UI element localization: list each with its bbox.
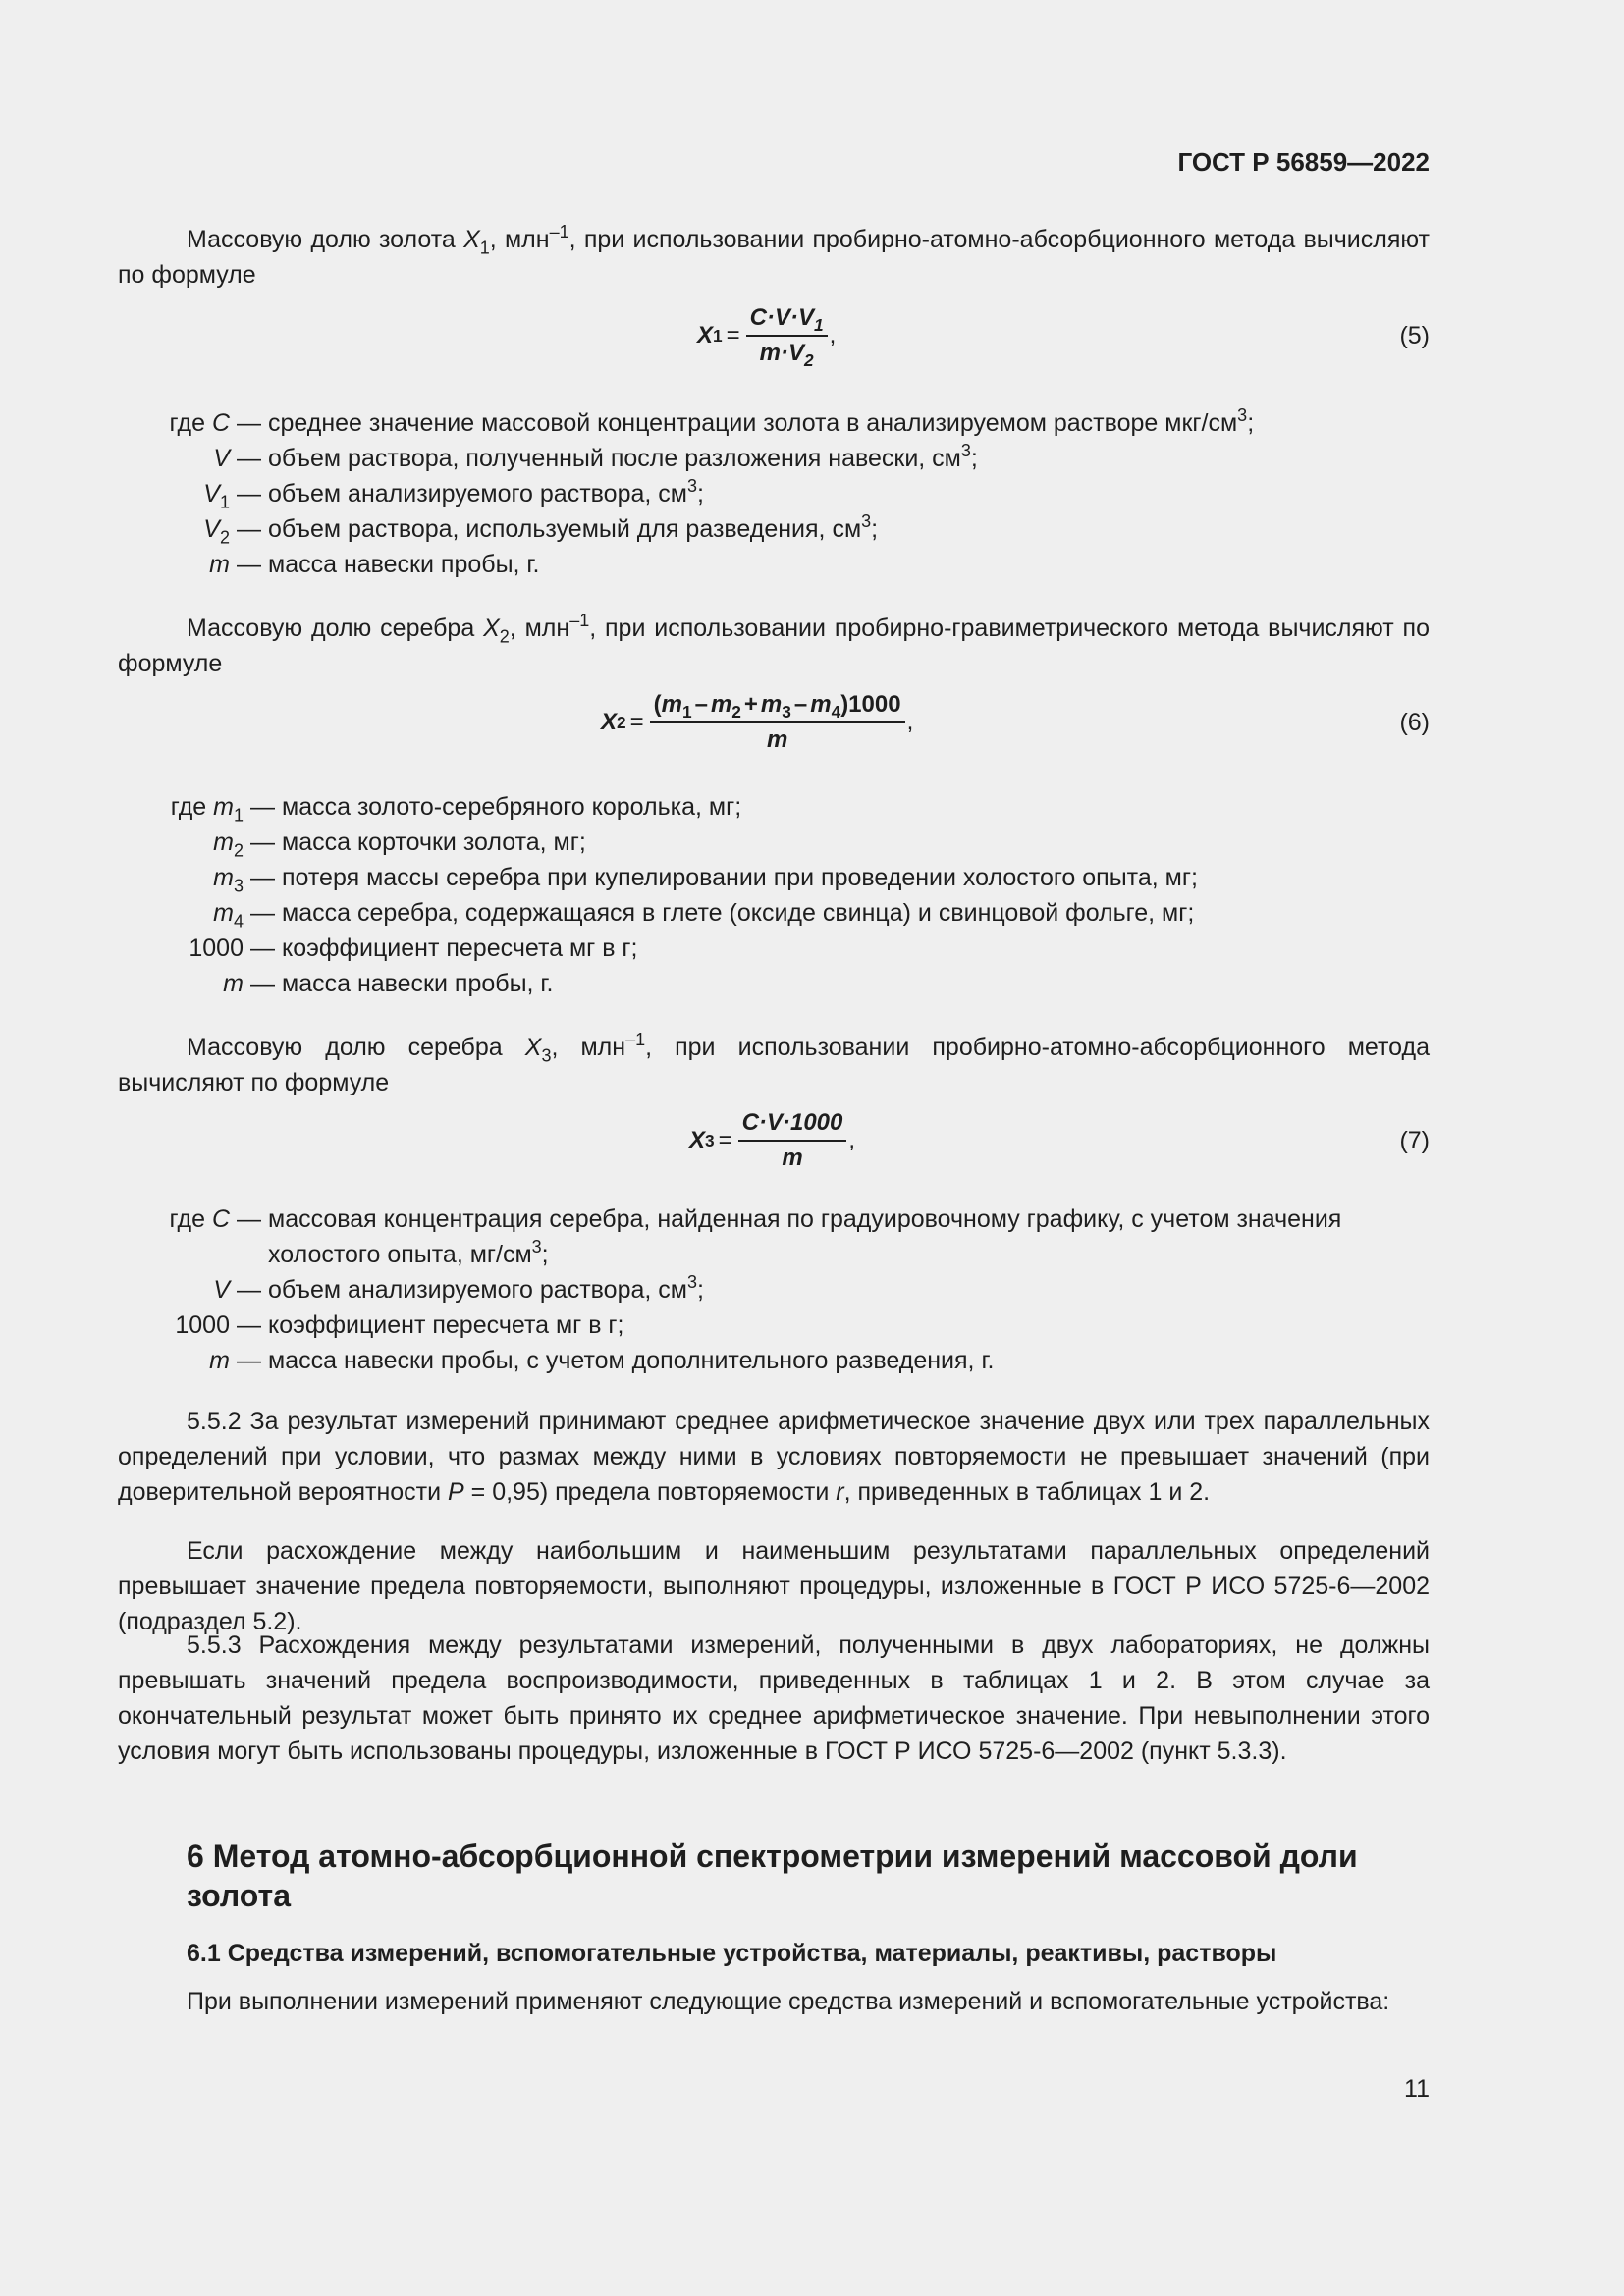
definition-item: где C — среднее значение массовой концентрации золота в анализируемом растворе мкг/$см^3$; xyxy=(169,405,1255,437)
equation-number-5: (5) xyxy=(1399,322,1430,349)
definition-item: $m_2$ — масса корточки золота, мг; xyxy=(213,828,586,861)
definition-item: 1000 — коэффициент пересчета мг в г; xyxy=(189,934,638,962)
definition-item: V — объем раствора, полученный после разложения навески, $см^3$; xyxy=(213,441,978,472)
definition-item: где C — массовая концентрация серебра, найденная по градуировочному графику, с учетом значения холостого опыта, $мг/см^3$; xyxy=(169,1205,1342,1268)
definition-item: $m_4$ — масса серебра, содержащаяся в глете (оксиде свинца) и свинцовой фольге, мг; xyxy=(213,899,1195,932)
fraction-5: $\frac{C\cdot V\cdot V_1}{m\cdot V_2}$ xyxy=(746,304,828,367)
definition-item: 1000 — коэффициент пересчета мг в г; xyxy=(175,1311,624,1339)
paragraph-gold-fraction-intro: Массовую долю золота $X_1$, млн$^{-1}$, при использовании пробирно-атомно-абсорбционного метода вычисляют по формуле xyxy=(118,222,1431,289)
document-code: ГОСТ Р 56859—2022 xyxy=(1177,147,1430,177)
equation-6 xyxy=(118,687,1430,766)
page-number: 11 xyxy=(1404,2075,1430,2103)
equation-7 xyxy=(118,1105,1430,1184)
equation-5 xyxy=(118,300,1430,379)
definition-item: m — масса навески пробы, г. xyxy=(223,970,554,997)
fraction-6: $\frac{(m_1 - m_2 + m_3 - m_4)1000}{m}$ xyxy=(650,691,905,754)
formula-5: X 1 = $\frac{C\cdot V\cdot V_1}{m\cdot V_2}$ , xyxy=(697,304,837,371)
equation-number-6: (6) xyxy=(1399,709,1430,736)
paragraph-5-5-3: 5.5.3 Расхождения между результатами измерений, полученными в двух лабораториях, не должны превышать значений предела воспроизводимости, приведенных в таблицах 1 и 2. В этом случае за окончательный результат может быть принято их среднее арифметическое значение. При невыполнении этого условия могут быть использованы процедуры, изложенные в ГОСТ Р ИСО 5725-6—2002 (пункт 5.3.3). xyxy=(118,1631,1430,1765)
definition-item: $V_1$ — объем анализируемого раствора, $см^3$; xyxy=(203,476,704,512)
paragraph-5-5-2: 5.5.2 За результат измерений принимают среднее арифметическое значение двух или трех параллельных определений при условии, что размах между ними в условиях повторяемости не превышает значений (при доверительной вероятности P = 0,95) предела повторяемости r, приведенных в таблицах 1 и 2. xyxy=(118,1408,1430,1506)
paragraph-silver-fraction-aas: Массовую долю серебра $X_3$, млн$^{-1}$, при использовании пробирно-атомно-абсорбционного метода вычисляют по формуле xyxy=(118,1030,1430,1096)
definition-item: где $m_1$ — масса золото-серебряного королька, мг; xyxy=(170,793,742,826)
paragraph-6-1: При выполнении измерений применяют следующие средства измерений и вспомогательные устройства: xyxy=(187,1988,1390,2015)
formula-6: X 2 = $\frac{(m_1 - m_2 + m_3 - m_4)1000}{m}$ , xyxy=(601,691,914,753)
definitions-eq5 xyxy=(118,405,1430,582)
definition-item: $V_2$ — объем раствора, используемый для разведения, $см^3$; xyxy=(203,511,879,548)
subsection-heading-6-1: 6.1 Средства измерений, вспомогательные устройства, материалы, реактивы, растворы xyxy=(187,1940,1277,1967)
equation-number-7: (7) xyxy=(1399,1127,1430,1154)
fraction-7: $\frac{C\cdot V\cdot 1000}{m}$ xyxy=(738,1109,847,1172)
paragraph-silver-fraction-gravimetric: Массовую долю серебра $X_2$, млн$^{-1}$, при использовании пробирно-гравиметрического метода вычисляют по формуле xyxy=(118,611,1430,677)
definitions-eq6 xyxy=(118,789,1430,1001)
paragraph-5-5-2-continued: Если расхождение между наибольшим и наименьшим результатами параллельных определений превышает значение предела повторяемости, выполняют процедуры, изложенные в ГОСТ Р ИСО 5725-6—2002 (подраздел 5.2). xyxy=(118,1537,1430,1635)
definition-item: m — масса навески пробы, г. xyxy=(209,551,540,578)
definition-item: $m_3$ — потеря массы серебра при купелировании при проведении холостого опыта, мг; xyxy=(213,864,1198,896)
definition-item: m — масса навески пробы, с учетом дополнительного разведения, г. xyxy=(209,1347,995,1374)
formula-7: X 3 = $\frac{C\cdot V\cdot 1000}{m}$ , xyxy=(689,1109,856,1171)
section-heading-6: 6 Метод атомно-абсорбционной спектрометрии измерений массовой доли золота xyxy=(187,1839,1358,1913)
definition-item: V — объем анализируемого раствора, $см^3$; xyxy=(213,1272,704,1304)
definitions-eq7 xyxy=(118,1201,1430,1378)
